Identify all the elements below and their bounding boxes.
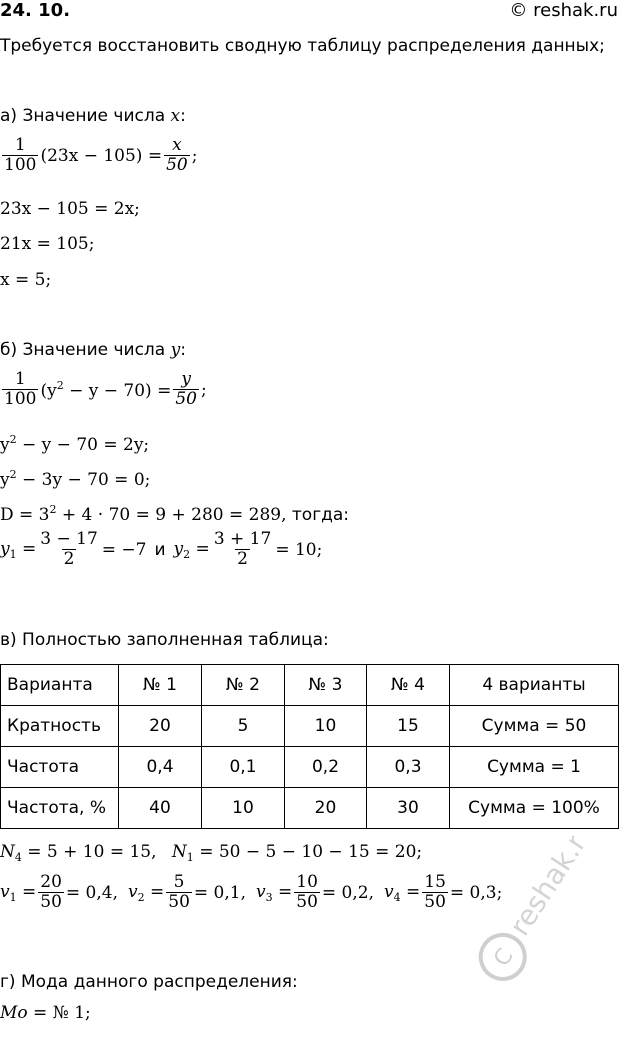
- fraction: $\frac{15}{50}$: [424, 872, 446, 912]
- part-b-roots: $y_1$ = $\frac{3 - 17}{2}$ = −7 и $y_2$ = $\frac{3 + 17}{2}$ = 10;: [0, 529, 323, 569]
- table-cell: Кратность: [1, 706, 119, 747]
- part-a-line-3: x = 5;: [0, 270, 52, 290]
- table-cell: 10: [285, 706, 367, 747]
- table-header-row: [1, 665, 619, 706]
- table-row: [1, 706, 619, 747]
- fraction: $\frac{5}{50}$: [168, 872, 190, 912]
- table-header-cell: № 1: [119, 665, 202, 706]
- part-d-mode: Mo = № 1;: [0, 1003, 91, 1023]
- table-cell: 10: [202, 788, 285, 829]
- site-credit: © reshak.ru: [509, 0, 618, 21]
- part-c-v-line: $v_1$ = $\frac{20}{50}$ = 0,4, $v_2$ = $\frac{5}{50}$ = 0,1, $v_3$ = $\frac{10}{50}$ = 0,2, $v_4$ = $\frac{15}{50}$ = 0,3;: [0, 872, 503, 912]
- watermark-text: reshak.ru: [502, 812, 603, 942]
- part-a-line-2: 21x = 105;: [0, 234, 95, 254]
- table-cell: Сумма = 50: [450, 706, 619, 747]
- part-a-line-1: 23x − 105 = 2x;: [0, 199, 140, 219]
- part-b-line-3: $y^2 - 3y - 70 = 0$;: [0, 468, 151, 490]
- table-cell: 0,1: [202, 747, 285, 788]
- problem-number: 24. 10.: [0, 0, 71, 21]
- table-cell: 20: [119, 706, 202, 747]
- distribution-table: [0, 664, 619, 829]
- table-header-cell: № 3: [285, 665, 367, 706]
- table-cell: Частота, %: [1, 788, 119, 829]
- part-a-heading: а) Значение числа x:: [0, 106, 186, 126]
- fraction: $\frac{10}{50}$: [296, 872, 318, 912]
- intro-text: Требуется восстановить сводную таблицу распределения данных;: [0, 36, 605, 56]
- part-b-equation-1: $\frac{1}{100}$ $(y^2 - y - 70)$ = $\frac{y}{50}$ ;: [4, 369, 207, 409]
- fraction: $\frac{1}{100}$: [4, 135, 37, 175]
- svg-text:C: C: [489, 944, 519, 972]
- fraction: $\frac{x}{50}$: [166, 135, 188, 175]
- table-header-cell: 4 варианты: [450, 665, 619, 706]
- table-cell: 30: [367, 788, 450, 829]
- table-cell: 20: [285, 788, 367, 829]
- part-b-line-2: $y^2 - y - 70 = 2y$;: [0, 433, 150, 455]
- part-b-heading: б) Значение числа y:: [0, 340, 186, 360]
- part-c-heading: в) Полностью заполненная таблица:: [0, 630, 329, 650]
- part-b-discriminant: $D = 3^2 + 4 \cdot 70 = 9 + 280 = 289$, тогда:: [0, 503, 350, 525]
- table-cell: Сумма = 1: [450, 747, 619, 788]
- table-cell: 15: [367, 706, 450, 747]
- table-cell: 0,4: [119, 747, 202, 788]
- part-a-equation-1: $\frac{1}{100}$ (23x − 105) = $\frac{x}{50}$ ;: [4, 135, 198, 175]
- table-header-cell: № 4: [367, 665, 450, 706]
- table-cell: 5: [202, 706, 285, 747]
- table-cell: Частота: [1, 747, 119, 788]
- table-row: [1, 747, 619, 788]
- table-cell: 40: [119, 788, 202, 829]
- part-d-heading: г) Мода данного распределения:: [0, 972, 298, 992]
- fraction: $\frac{y}{50}$: [175, 369, 197, 409]
- table-header-cell: № 2: [202, 665, 285, 706]
- fraction: $\frac{20}{50}$: [40, 872, 62, 912]
- part-c-n-line: $N_4 = 5 + 10 = 15$, $N_1 = 50 - 5 - 10 - 15 = 20$;: [0, 842, 423, 864]
- table-cell: 0,3: [367, 747, 450, 788]
- fraction: $\frac{1}{100}$: [4, 369, 37, 409]
- table-cell: 0,2: [285, 747, 367, 788]
- fraction: $\frac{3 - 17}{2}$: [40, 529, 98, 569]
- fraction: $\frac{3 + 17}{2}$: [213, 529, 272, 569]
- table-row: [1, 788, 619, 829]
- table-cell: Сумма = 100%: [450, 788, 619, 829]
- table-header-cell: Варианта: [1, 665, 119, 706]
